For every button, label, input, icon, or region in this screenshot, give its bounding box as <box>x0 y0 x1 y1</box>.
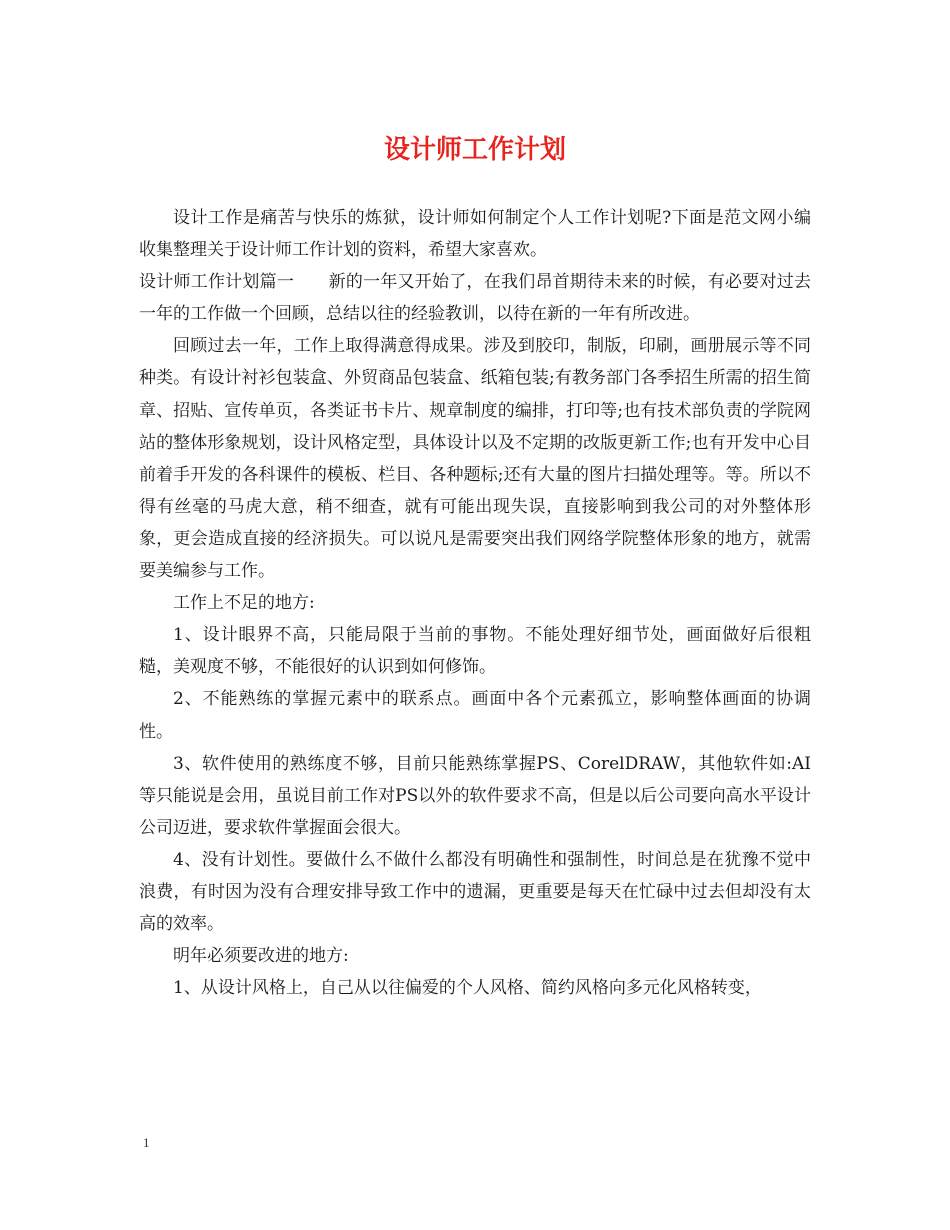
paragraph: 明年必须要改进的地方: <box>173 946 349 967</box>
paragraph: 3、软件使用的熟练度不够，目前只能熟练掌握PS、CorelDRAW，其他软件如:AI 等只能说是会用，虽说目前工作对PS以外的软件要求不高，但是以后公司要向高水平设计公司迈进，要求软件掌握面会很大。 <box>139 753 811 838</box>
paragraph: 1、从设计风格上，自己从以往偏爱的个人风格、简约风格向多元化风格转变， <box>173 978 762 999</box>
page-number: 1 <box>143 1135 150 1150</box>
paragraph: 回顾过去一年，工作上取得满意得成果。涉及到胶印，制版，印刷，画册展示等不同种类。有设计衬衫包装盒、外贸商品包装盒、纸箱包装;有教务部门各季招生所需的招生简章、招贴、宣传单页，各类证书卡片、规章制度的编排，打印等;也有技术部负责的学院网站的整体形象规划，设计风格定型，具体设计以及不定期的改版更新工作;也有开发中心目前着手开发的各科课件的模板、栏目、各种题标;还有大量的图片扫描处理等。等。所以不得有丝毫的马虎大意，稍不细查，就有可能出现失误，直接影响到我公司的对外整体形象，更会造成直接的经济损失。可以说凡是需要突出我们网络学院整体形象的地方，就需要美编参与工作。 <box>139 336 811 582</box>
paragraph: 1、设计眼界不高，只能局限于当前的事物。不能处理好细节处，画面做好后很粗糙，美观度不够，不能很好的认识到如何修饰。 <box>139 625 811 678</box>
paragraph: 设计师工作计划篇一 新的一年又开始了，在我们昂首期待未来的时候，有必要对过去一年的工作做一个回顾，总结以往的经验教训，以待在新的一年有所改进。 <box>139 272 811 325</box>
document-body <box>139 202 811 1004</box>
paragraph: 2、不能熟练的掌握元素中的联系点。画面中各个元素孤立，影响整体画面的协调性。 <box>139 689 811 742</box>
paragraph: 4、没有计划性。要做什么不做什么都没有明确性和强制性，时间总是在犹豫不觉中浪费，有时因为没有合理安排导致工作中的遗漏，更重要是每天在忙碌中过去但却没有太高的效率。 <box>139 849 811 935</box>
paragraph: 设计工作是痛苦与快乐的炼狱，设计师如何制定个人工作计划呢?下面是范文网小编收集整理关于设计师工作计划的资料，希望大家喜欢。 <box>139 208 811 261</box>
document-title: 设计师工作计划 <box>383 135 566 165</box>
paragraph: 工作上不足的地方: <box>173 593 315 614</box>
